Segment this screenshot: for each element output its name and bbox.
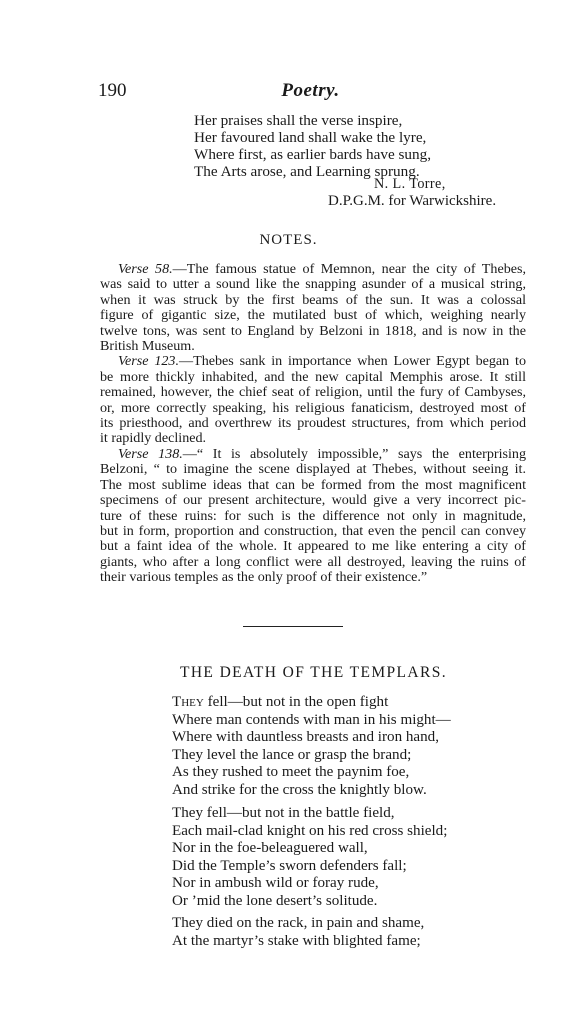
poem-line: And strike for the cross the knightly blow. [172, 781, 427, 798]
note-line: The most sublime ideas that can be formed from the most magnificent [100, 476, 526, 493]
page-header [98, 80, 523, 102]
author-title: D.P.G.M. for Warwickshire. [328, 193, 497, 209]
verse-reference: Verse 138. [118, 445, 183, 462]
note-line: or, more correctly speaking, his religious fanaticism, destroyed most of [100, 399, 526, 416]
note-line: it rapidly declined. [100, 430, 207, 447]
poem-line: They died on the rack, in pain and shame, [172, 915, 425, 931]
note-line: when it was struck by the first beams of the sun. It was a colossal [100, 291, 526, 308]
poem-stanza-3 [172, 915, 424, 950]
note-line: British Museum. [100, 338, 195, 355]
poem-line: They fell—but not in the open fight [172, 694, 389, 710]
verse-ending-stanza [194, 112, 431, 180]
note-line: their various temples as the only proof of their existence.” [100, 569, 428, 586]
note-line: figure of gigantic size, the mutilated bust of which, weighing nearly [100, 307, 526, 324]
poem-line: Nor in the foe-beleaguered wall, [172, 840, 368, 856]
poem-line: Nor in ambush wild or foray rude, [172, 875, 379, 891]
poem-line: They level the lance or grasp the brand; [172, 746, 412, 763]
poem-line: At the martyr’s stake with blighted fame; [172, 932, 421, 949]
note-line: was said to utter a sound like the snapping asunder of a musical string, [100, 276, 526, 293]
note-verse-58 [100, 262, 526, 354]
verse-line: The Arts arose, and Learning sprung. [194, 163, 420, 180]
poem-line: Each mail-clad knight on his red cross shield; [172, 822, 448, 839]
verse-reference: Verse 58. [118, 261, 173, 277]
verse-reference: Verse 123. [118, 353, 179, 370]
poem-line: Or ’mid the lone desert’s solitude. [172, 892, 378, 909]
poem-line: They fell—but not in the battle field, [172, 805, 395, 821]
note-line: but a faint idea of the whole. It appeared to me like entering a city of [100, 538, 526, 555]
note-line: specimens of our present architecture, would give a very incorrect pic- [100, 492, 526, 509]
note-line: Verse 58.—The famous statue of Memnon, near the city of Thebes, [118, 261, 527, 277]
note-verse-138 [100, 447, 526, 586]
poem-title: THE DEATH OF THE TEMPLARS. [179, 664, 448, 681]
verse-line: Where first, as earlier bards have sung, [194, 146, 431, 163]
poem-line: Did the Temple’s sworn defenders fall; [172, 857, 407, 874]
page-number: 190 [98, 80, 127, 101]
note-line: be more thickly inhabited, and the new capital Memphis arose. It still [100, 368, 526, 385]
poem-stanza-2 [172, 805, 447, 910]
note-line: its priesthood, and overthrew its proudest structures, from which period [100, 415, 526, 432]
poem-line: As they rushed to meet the paynim foe, [172, 764, 410, 780]
note-line: Verse 138.—“ It is absolutely impossible,” says the enterprising [118, 445, 526, 462]
poem-line: Where man contends with man in his might— [172, 711, 451, 728]
poem-line: Where with dauntless breasts and iron hand, [172, 729, 440, 745]
note-line: twelve tons, was sent to England by Belzoni in 1818, and is now in the [100, 322, 526, 339]
author-signature: N. L. Torre, [374, 176, 446, 192]
verse-line: Her favoured land shall wake the lyre, [194, 129, 427, 146]
note-verse-123 [100, 354, 526, 446]
notes-heading: NOTES. [259, 232, 318, 248]
note-line: Verse 123.—Thebes sank in importance when Lower Egypt began to [118, 353, 526, 370]
section-divider [243, 626, 343, 627]
poem-stanza-1 [172, 694, 451, 799]
note-line: giants, who after a long conflict were all destroyed, leaving the ruins of [100, 553, 526, 570]
note-line: remained, however, the chief seat of religion, until the fury of Cambyses, [100, 384, 526, 401]
notes-section [100, 262, 526, 586]
poem-first-word: They [172, 694, 204, 710]
note-line: Belzoni, “ to imagine the scene displayed at Thebes, without seeing it. [100, 461, 526, 478]
note-line: but in form, proportion and construction, that even the pencil can convey [100, 522, 526, 539]
note-line: ture of these ruins: for such is the difference not only in magnitude, [100, 507, 526, 524]
verse-line: Her praises shall the verse inspire, [194, 112, 403, 129]
running-title: Poetry. [281, 80, 340, 101]
